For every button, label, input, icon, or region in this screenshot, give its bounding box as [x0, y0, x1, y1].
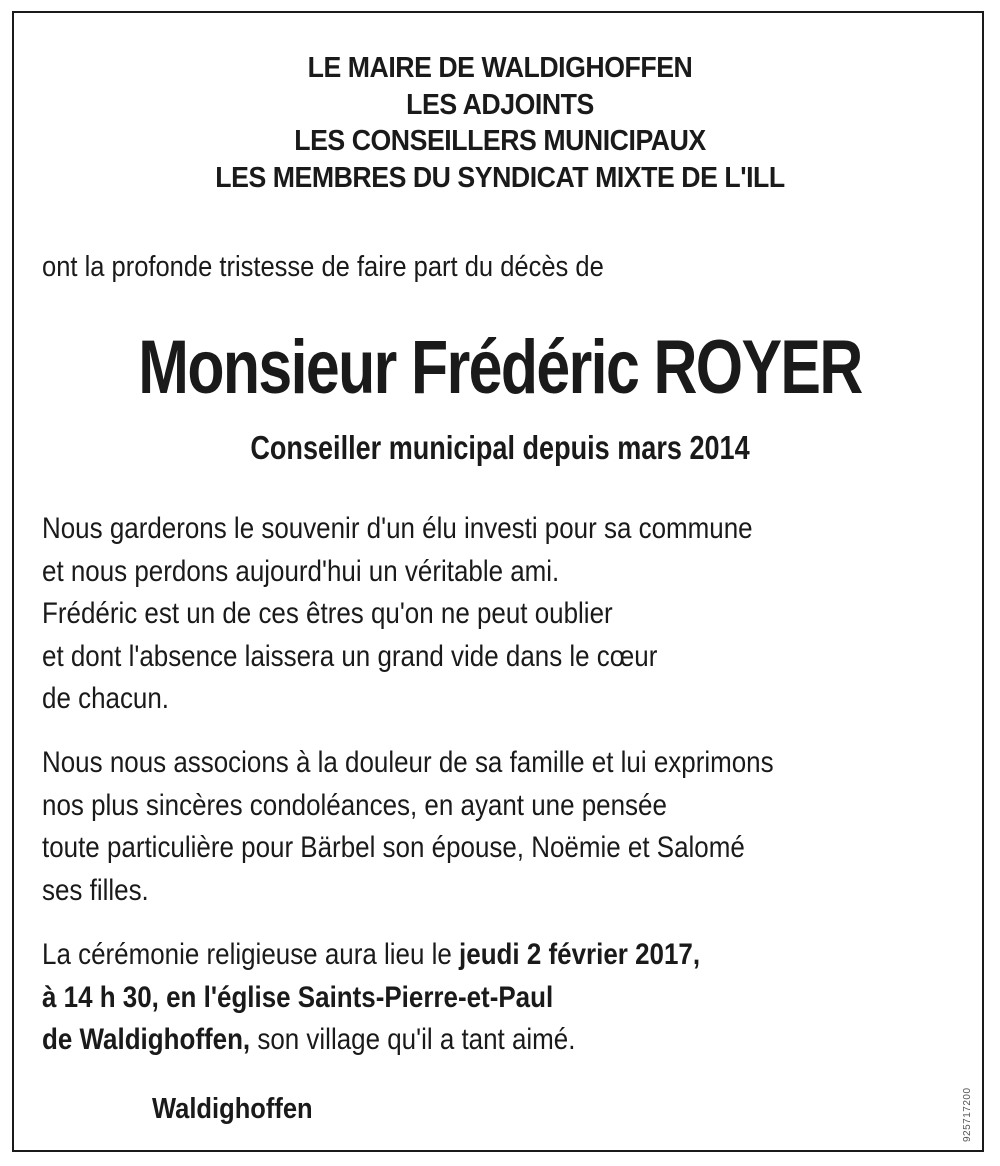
tribute-line: de chacun. [42, 682, 170, 715]
deceased-title: Conseiller municipal depuis mars 2014 [250, 429, 750, 466]
condolences-line: toute particulière pour Bärbel son épouse, Noëmie et Salomé [42, 831, 745, 864]
ceremony-intro: La cérémonie religieuse aura lieu le [42, 938, 460, 971]
reference-code: 925717200 [962, 1087, 973, 1142]
header-line-deputies: LES ADJOINTS [406, 88, 594, 121]
header-line-councillors: LES CONSEILLERS MUNICIPAUX [294, 125, 706, 157]
ceremony-line-1 [42, 934, 700, 977]
ceremony-village: de Waldighoffen, [42, 1023, 251, 1056]
deceased-name: Monsieur Frédéric ROYER [138, 325, 862, 410]
ceremony-line-3 [42, 1019, 700, 1062]
condolences-paragraph [42, 742, 774, 912]
tribute-line: Nous garderons le souvenir d'un élu investi pour sa commune [42, 512, 753, 545]
signature: Waldighoffen [152, 1093, 313, 1125]
condolences-line: Nous nous associons à la douleur de sa famille et lui exprimons [42, 746, 774, 779]
tribute-line: et nous perdons aujourd'hui un véritable ami. [42, 554, 560, 588]
ceremony-closing: son village qu'il a tant aimé. [250, 1023, 576, 1056]
tribute-line: Frédéric est un de ces êtres qu'on ne peut oublier [42, 597, 613, 630]
condolences-line: ses filles. [42, 873, 149, 907]
tribute-line: et dont l'absence laissera un grand vide dans le cœur [42, 639, 658, 673]
announcement-intro: ont la profonde tristesse de faire part du décès de [42, 251, 604, 283]
header-line-mayor: LE MAIRE DE WALDIGHOFFEN [307, 52, 693, 84]
ceremony-date: jeudi 2 février 2017, [459, 938, 701, 971]
notice-header [40, 50, 960, 196]
ceremony-paragraph [42, 934, 700, 1062]
header-line-syndicate: LES MEMBRES DU SYNDICAT MIXTE DE L'ILL [215, 161, 785, 194]
ceremony-time-place: à 14 h 30, en l'église Saints-Pierre-et-Paul [42, 980, 554, 1014]
condolences-line: nos plus sincères condoléances, en ayant une pensée [42, 788, 667, 822]
tribute-paragraph [42, 508, 753, 721]
